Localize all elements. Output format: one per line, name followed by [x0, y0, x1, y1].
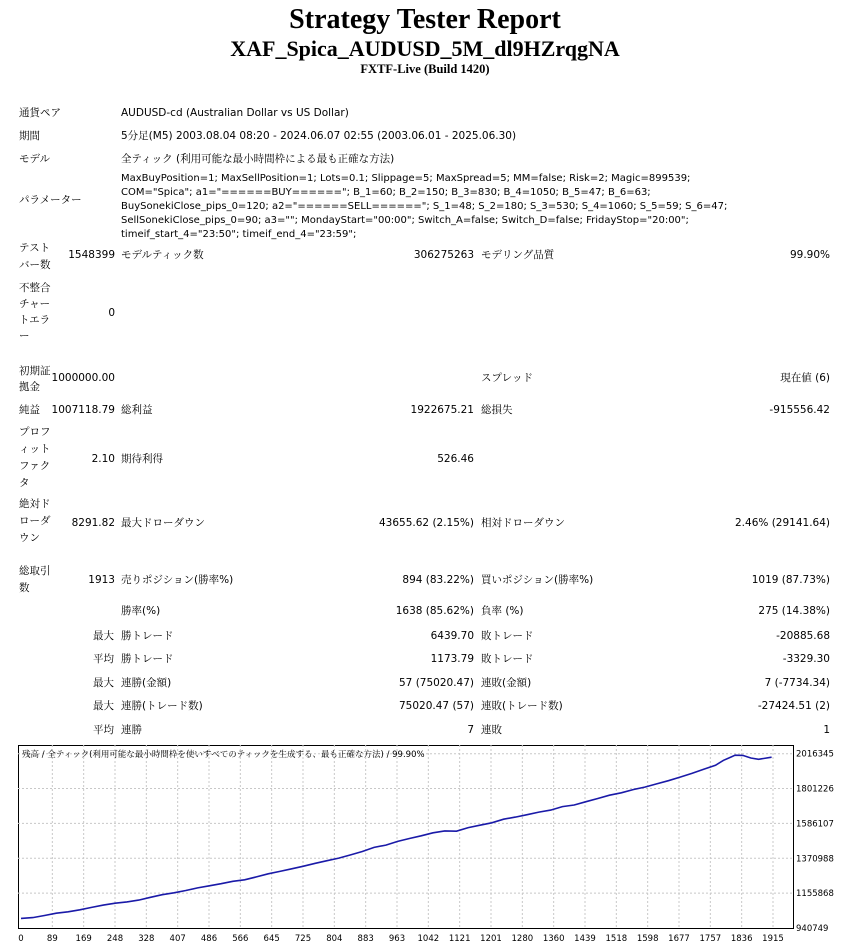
abs-drawdown-value: 8291.82 — [71, 517, 115, 529]
x-tick-label: 1201 — [480, 934, 502, 944]
x-tick-label: 1677 — [668, 934, 690, 944]
x-tick-label: 804 — [326, 934, 343, 944]
avg-cons-losses-value: 1 — [823, 724, 830, 736]
profit-factor-value: 2.10 — [91, 453, 115, 465]
x-tick-label: 645 — [263, 934, 280, 944]
deposit-value: 1000000.00 — [51, 372, 115, 384]
mismatch-value: 0 — [108, 307, 115, 319]
max-label: 最大 — [93, 630, 114, 642]
max-cons-loss-value: -27424.51 (2) — [757, 700, 830, 712]
server-build: FXTF-Live (Build 1420) — [360, 62, 490, 76]
model-label: モデル — [19, 153, 50, 165]
avg-label: 平均 — [93, 724, 114, 736]
x-tick-label: 1598 — [636, 934, 659, 944]
max-cons-profit-label: 連勝(トレード数) — [121, 700, 203, 712]
deposit-label: 初期証拠金 — [19, 365, 51, 393]
largest-loss-label: 敗トレード — [481, 630, 534, 642]
total-trades-value: 1913 — [88, 574, 115, 586]
ticks-value: 306275263 — [413, 249, 474, 261]
x-tick-label: 883 — [357, 934, 374, 944]
abs-drawdown-label: 絶対ドローダウン — [19, 498, 51, 544]
rel-drawdown-label: 相対ドローダウン — [481, 517, 565, 529]
avg-win-label: 勝トレード — [121, 653, 174, 665]
net-label: 純益 — [19, 404, 40, 416]
x-tick-label: 1280 — [511, 934, 534, 944]
avg-cons-losses-label: 連敗 — [481, 724, 502, 736]
long-positions-label: 買いポジション(勝率%) — [481, 574, 594, 586]
ticks-label: モデルティック数 — [121, 249, 204, 261]
max-cons-losses-value: 7 (-7734.34) — [764, 677, 830, 689]
max-drawdown-label: 最大ドローダウン — [121, 517, 205, 529]
max-drawdown-value: 43655.62 (2.15%) — [379, 517, 474, 529]
y-tick-label: 1155868 — [796, 889, 834, 900]
total-trades-label: 総取引数 — [19, 565, 51, 594]
x-tick-label: 407 — [169, 934, 186, 944]
largest-loss-value: -20885.68 — [776, 630, 830, 642]
chart-title: 残高 / 全ティック(利用可能な最小時間枠を使いすべてのティックを生成する、最も正確な方法) / 99.90% — [22, 750, 425, 760]
y-tick-label: 1801226 — [796, 784, 834, 795]
avg-cons-wins-label: 連勝 — [121, 724, 142, 736]
avg-loss-label: 敗トレード — [481, 653, 534, 665]
quality-label: モデリング品質 — [481, 249, 555, 261]
x-tick-label: 963 — [388, 934, 406, 944]
x-tick-label: 1121 — [448, 934, 471, 944]
x-tick-label: 725 — [294, 934, 312, 944]
x-tick-label: 566 — [232, 934, 249, 944]
x-tick-label: 1915 — [762, 934, 784, 944]
max-cons-wins-label: 連勝(金額) — [121, 677, 172, 689]
largest-win-value: 6439.70 — [430, 630, 474, 642]
payoff-label: 期待利得 — [121, 453, 163, 465]
y-tick-label: 2016345 — [796, 749, 834, 760]
x-tick-label: 1518 — [605, 934, 628, 944]
gross-loss-value: -915556.42 — [769, 404, 830, 416]
params-value: MaxBuyPosition=1; MaxSellPosition=1; Lots=0.1; Slippage=5; MaxSpread=5; MM=false; Risk=2; Magic=899539; COM="Spica"; a1="======BUY======"; B_1=60; B_2=150; B_3=830; B_4=1050; B_5=47; B_6=63; BuySonekiClose_pips_0=120; a2="======SELL======"; S_1=48; S_2=180; S_3=530; S_4=1060; S_5=59; S_6=47; SellSonekiClose_pips_0=90; a3=""; MondayStart="00:00"; Switch_A=false; Switch_D=false; FridayStop="20:00"; timeif_start_4="23:50"; timeif_end_4="23:59"; — [121, 173, 728, 240]
x-tick-label: 328 — [138, 934, 155, 944]
balance-chart — [18, 745, 838, 945]
loss-trades-label: 負率 (%) — [481, 605, 524, 617]
gross-profit-label: 総利益 — [121, 404, 153, 416]
x-tick-label: 1042 — [417, 934, 440, 944]
spread-value: 現在値 (6) — [780, 372, 830, 384]
mismatch-label: 不整合チャートエラー — [19, 282, 51, 342]
x-tick-label: 169 — [75, 934, 92, 944]
bars-label: テストバー数 — [19, 242, 51, 271]
x-tick-label: 0 — [18, 934, 24, 944]
avg-cons-wins-value: 7 — [467, 724, 474, 736]
profit-trades-label: 勝率(%) — [121, 605, 161, 617]
period-value: 5分足(M5) 2003.08.04 08:20 - 2024.06.07 02:55 (2003.06.01 - 2025.06.30) — [121, 130, 517, 142]
y-tick-label: 940749 — [796, 924, 829, 934]
x-tick-label: 486 — [200, 934, 218, 944]
gross-profit-value: 1922675.21 — [410, 404, 474, 416]
gross-loss-label: 総損失 — [481, 404, 513, 416]
max-cons-wins-value: 57 (75020.47) — [399, 677, 474, 689]
long-positions-value: 1019 (87.73%) — [751, 574, 830, 586]
avg-win-value: 1173.79 — [430, 653, 474, 665]
profit-factor-label: プロフィットファクタ — [19, 426, 51, 489]
params-label: パラメーター — [19, 194, 82, 206]
y-tick-label: 1586107 — [796, 819, 834, 830]
loss-trades-value: 275 (14.38%) — [758, 605, 830, 617]
x-tick-label: 1757 — [699, 934, 722, 944]
period-label: 期間 — [19, 130, 40, 142]
short-positions-label: 売りポジション(勝率%) — [121, 574, 234, 586]
payoff-value: 526.46 — [437, 453, 474, 465]
profit-trades-value: 1638 (85.62%) — [395, 605, 474, 617]
max-cons-losses-label: 連敗(金額) — [481, 677, 532, 689]
pair-value: AUDUSD-cd (Australian Dollar vs US Dollar) — [121, 107, 349, 119]
net-value: 1007118.79 — [51, 404, 115, 416]
max-label: 最大 — [93, 677, 114, 689]
max-cons-loss-label: 連敗(トレード数) — [481, 700, 563, 712]
avg-label: 平均 — [93, 653, 114, 665]
x-tick-label: 1439 — [574, 934, 596, 944]
model-value: 全ティック (利用可能な最小時間枠による最も正確な方法) — [121, 153, 395, 165]
y-tick-label: 1370988 — [796, 854, 834, 865]
expert-name: XAF_Spica_AUDUSD_5M_dl9HZrqgNA — [230, 36, 620, 61]
x-tick-label: 89 — [46, 934, 58, 944]
quality-value: 99.90% — [789, 249, 830, 261]
max-label: 最大 — [93, 700, 114, 712]
rel-drawdown-value: 2.46% (29141.64) — [735, 517, 830, 529]
avg-loss-value: -3329.30 — [782, 653, 830, 665]
max-cons-profit-value: 75020.47 (57) — [399, 700, 474, 712]
spread-label: スプレッド — [481, 372, 533, 384]
x-tick-label: 1360 — [542, 934, 565, 944]
x-tick-label: 248 — [106, 934, 124, 944]
pair-label: 通貨ペア — [19, 107, 61, 119]
report-title: Strategy Tester Report — [289, 4, 561, 35]
short-positions-value: 894 (83.22%) — [402, 574, 474, 586]
largest-win-label: 勝トレード — [121, 630, 174, 642]
bars-value: 1548399 — [68, 249, 115, 261]
x-tick-label: 1836 — [730, 934, 753, 944]
